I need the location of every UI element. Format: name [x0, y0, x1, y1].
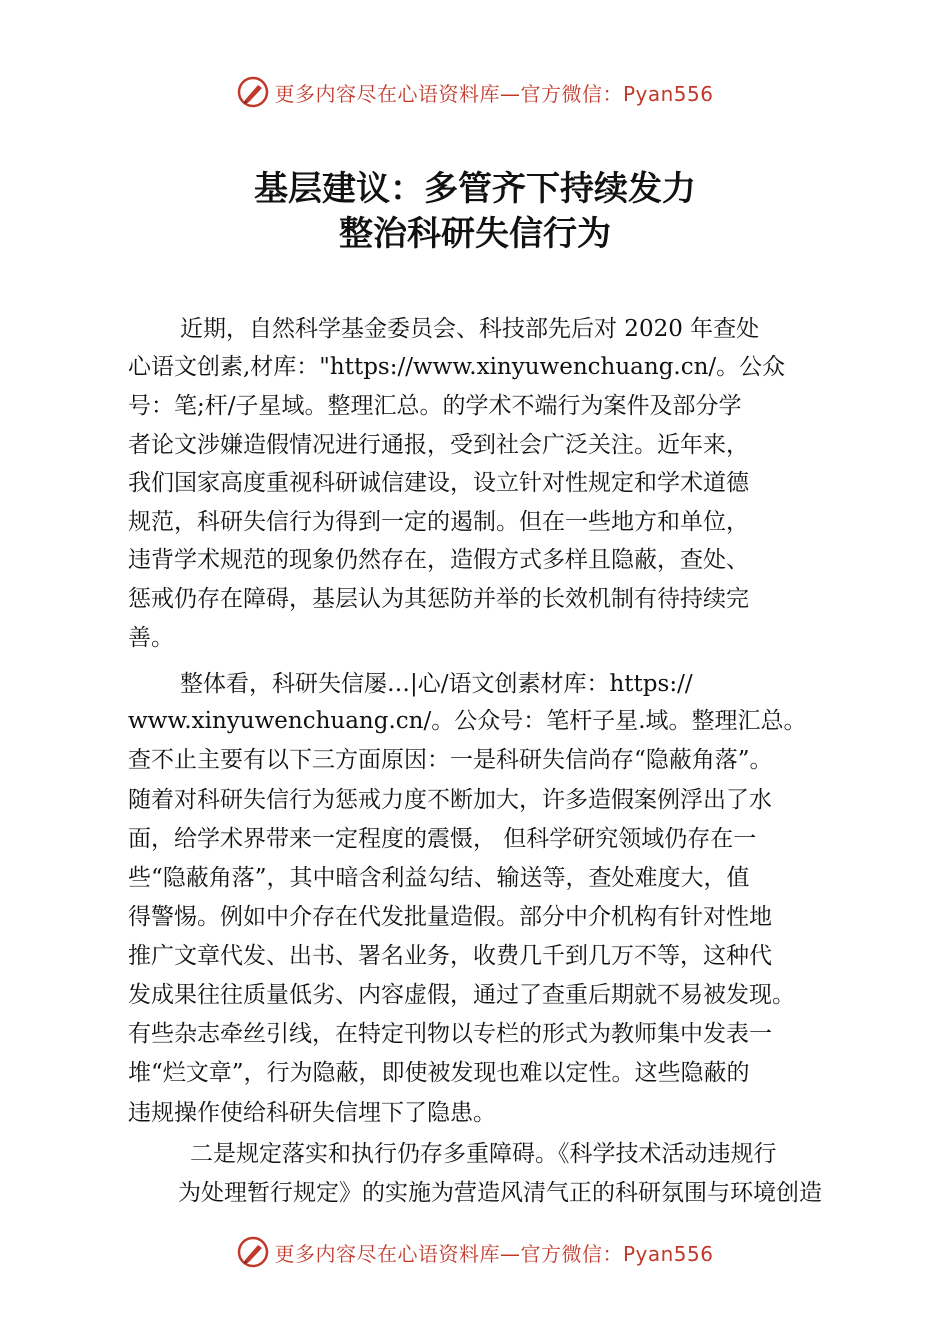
text-line: 者论文涉嫌造假情况进行通报，受到社会广泛关注。近年来，: [128, 432, 749, 458]
text-line: 违背学术规范的现象仍然存在，造假方式多样且隐蔽，查处、: [128, 547, 749, 573]
text-line: 我们国家高度重视科研诚信建设，设立针对性规定和学术道德: [128, 470, 749, 496]
document-title-line-1: 基层建议：多管齐下持续发力: [254, 169, 696, 209]
text-line: 发成果往往质量低劣、内容虚假，通过了查重后期就不易被发现。: [128, 982, 795, 1008]
text-line: 近期，自然科学基金委员会、科技部先后对 2020 年查处: [180, 316, 760, 342]
text-line: 推广文章代发、出书、署名业务，收费几千到几万不等，这种代: [128, 943, 772, 969]
header-watermark-banner: [0, 72, 950, 112]
text-line: www.xinyuwenchuang.cn/。公众号：笔杆子星.域。整理汇总。: [128, 708, 807, 734]
text-line: 违规操作使给科研失信埋下了隐患。: [128, 1100, 496, 1126]
text-line: 有些杂志牵丝引线，在特定刊物以专栏的形式为教师集中发表一: [128, 1021, 772, 1047]
text-line: 面，给学术界带来一定程度的震慑， 但科学研究领域仍存在一: [128, 826, 757, 852]
footer-watermark-text: 更多内容尽在心语资料库—官方微信：Pyan556: [274, 1241, 714, 1266]
document-title-line-2: 整治科研失信行为: [339, 214, 611, 254]
text-line: 整体看，科研失信屡…|心/语文创素材库：https://: [180, 671, 693, 697]
footer-watermark-banner: [0, 1232, 950, 1272]
text-line: 些“隐蔽角落”，其中暗含利益勾结、输送等，查处难度大，值: [128, 865, 750, 891]
text-line: 心语文创素,材库："https://www.xinyuwenchuang.cn/。公众: [128, 354, 786, 380]
header-watermark-text: 更多内容尽在心语资料库—官方微信：Pyan556: [274, 81, 714, 106]
pen-logo-icon: [236, 1235, 270, 1269]
text-line: 善。: [128, 625, 174, 651]
text-line: 号：笔;杆/子星域。整理汇总。的学术不端行为案件及部分学: [128, 393, 742, 419]
text-line: 堆“烂文章”，行为隐蔽，即使被发现也难以定性。这些隐蔽的: [128, 1060, 750, 1086]
text-line: 查不止主要有以下三方面原因：一是科研失信尚存“隐蔽角落”。: [128, 747, 773, 773]
text-line: 规范，科研失信行为得到一定的遏制。但在一些地方和单位，: [128, 509, 749, 535]
text-line: 二是规定落实和执行仍存多重障碍。《科学技术活动违规行: [190, 1141, 777, 1167]
text-line: 得警惕。例如中介存在代发批量造假。部分中介机构有针对性地: [128, 904, 772, 930]
text-line: 随着对科研失信行为惩戒力度不断加大，许多造假案例浮出了水: [128, 787, 772, 813]
pen-logo-icon: [236, 75, 270, 109]
text-line: 惩戒仍存在障碍，基层认为其惩防并举的长效机制有待持续完: [128, 586, 749, 612]
text-line: 为处理暂行规定》的实施为营造风清气正的科研氛围与环境创造: [178, 1180, 822, 1206]
